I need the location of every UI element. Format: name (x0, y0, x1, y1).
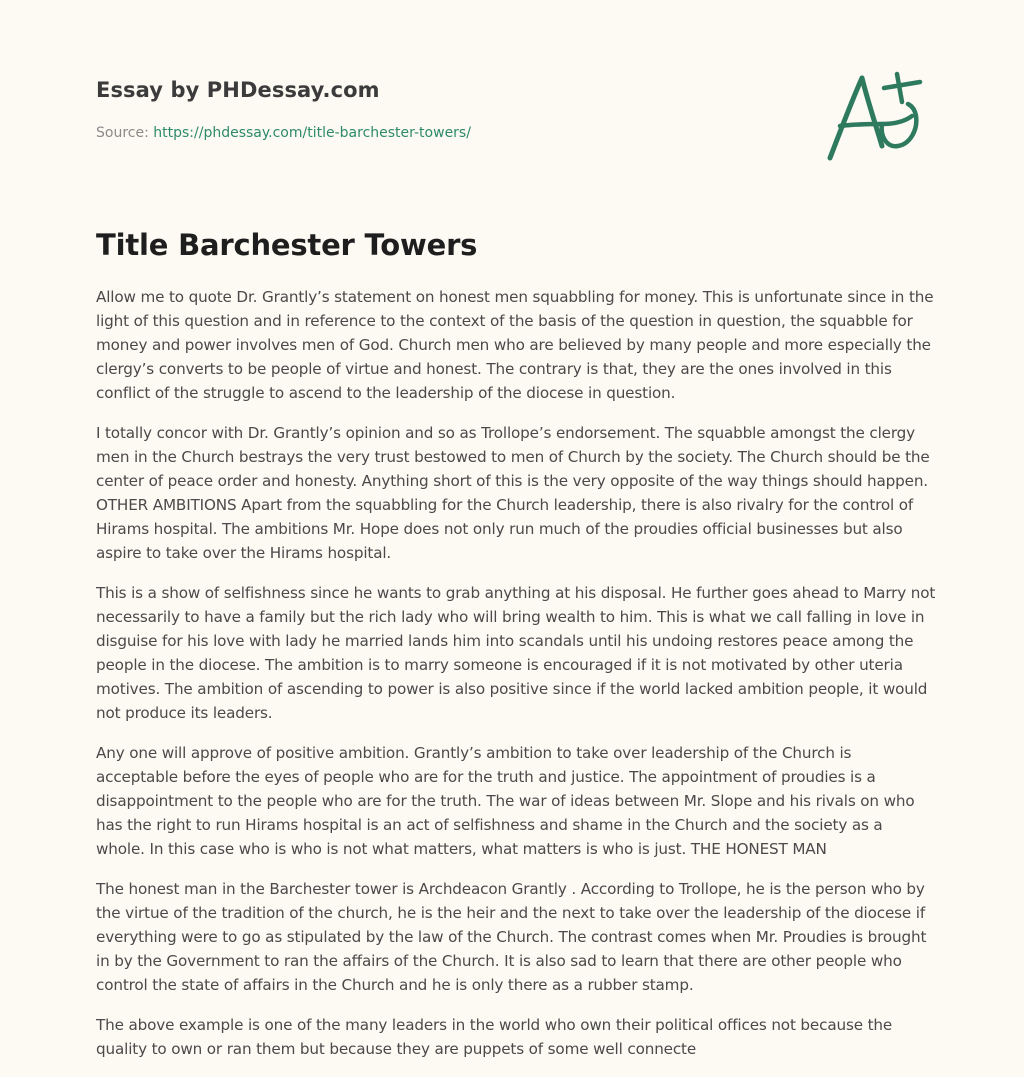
source-label: Source: (96, 125, 154, 141)
paragraph: Allow me to quote Dr. Grantly’s statement on honest men squabbling for money. This is unfortunate since in the light of this question and in reference to the context of the basis of the question in question, the squabble for money and power involves men of God. Church men who are believed by many people and more especially the clergy’s converts to be people of virtue and honest. The contrary is that, they are the ones involved in this conflict of the struggle to ascend to the leadership of the diocese in question. (96, 288, 934, 402)
brand-title: Essay by PHDessay.com (96, 78, 380, 102)
essay-body (96, 285, 936, 1077)
paragraph: The honest man in the Barchester tower is Archdeacon Grantly . According to Trollope, he is the person who by the virtue of the tradition of the church, he is the heir and the next to take over the leadership of the diocese if everything were to go as stipulated by the law of the Church. The contrast comes when Mr. Proudies is brought in by the Government to ran the affairs of the Church. It is also sad to learn that there are other people who control the state of affairs in the Church and he is only there as a rubber stamp. (96, 880, 927, 994)
a-plus-grade-icon (822, 66, 928, 166)
paragraph: The above example is one of the many leaders in the world who own their political offices not because the quality to own or ran them but because they are puppets of some well connecte (96, 1016, 893, 1058)
paragraph: This is a show of selfishness since he wants to grab anything at his disposal. He further goes ahead to Marry not necessarily to have a family but the rich lady who will bring wealth to him. This is what we call falling in love in disguise for his love with lady he married lands him into scandals until his undoing restores peace among the people in the diocese. The ambition is to marry someone is encouraged if it is not motivated by other uteria motives. The ambition of ascending to power is also positive since if the world lacked ambition people, it would not produce its leaders. (96, 584, 936, 722)
paragraph: Any one will approve of positive ambition. Grantly’s ambition to take over leadership of the Church is acceptable before the eyes of people who are for the truth and justice. The appointment of proudies is a disappointment to the people who are for the truth. The war of ideas between Mr. Slope and his rivals on who has the right to run Hirams hospital is an act of selfishness and shame in the Church and the society as a whole. In this case who is who is not what matters, what matters is who is just. THE HONEST MAN (96, 744, 915, 858)
essay-header (96, 76, 796, 143)
source-line (96, 123, 796, 143)
source-link[interactable]: https://phdessay.com/title-barchester-towers/ (153, 125, 471, 141)
essay-title: Title Barchester Towers (96, 228, 478, 262)
paragraph: I totally concor with Dr. Grantly’s opinion and so as Trollope’s endorsement. The squabble amongst the clergy men in the Church bestrays the very trust bestowed to men of Church by the society. The Church should be the center of peace order and honesty. Anything short of this is the very opposite of the way things should happen. OTHER AMBITIONS Apart from the squabbling for the Church leadership, there is also rivalry for the control of Hirams hospital. The ambitions Mr. Hope does not only run much of the proudies official businesses but also aspire to take over the Hirams hospital. (96, 424, 930, 562)
